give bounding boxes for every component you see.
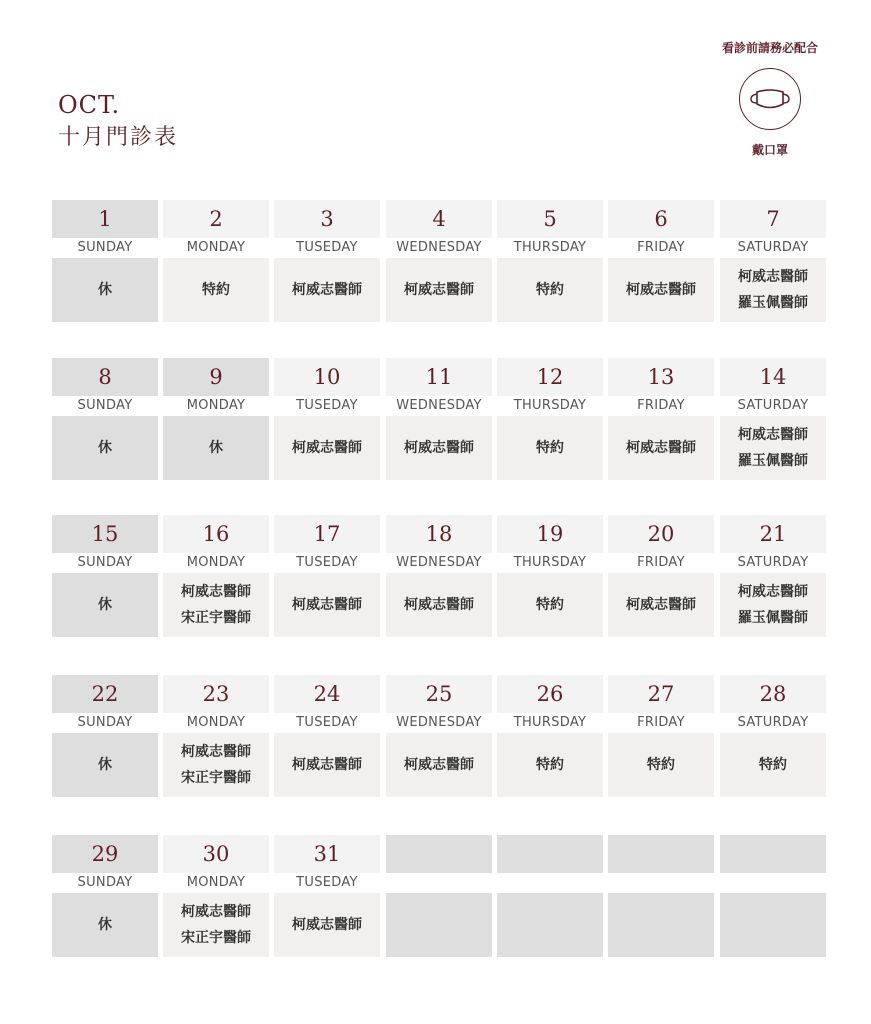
- doctor-schedule: [497, 258, 603, 322]
- day-cell: [274, 358, 380, 480]
- doctor-schedule: [163, 893, 269, 957]
- day-number: 6: [608, 200, 714, 238]
- day-cell: [720, 515, 826, 637]
- doctor-schedule: [163, 573, 269, 637]
- day-of-week: MONDAY: [186, 555, 246, 570]
- doctor-schedule: [274, 893, 380, 957]
- doctor-schedule: [720, 258, 826, 322]
- day-of-week: TUSEDAY: [296, 398, 358, 413]
- day-cell: [386, 515, 492, 637]
- day-cell: [608, 515, 714, 637]
- doctor-schedule: [52, 416, 158, 480]
- day-of-week: MONDAY: [186, 240, 246, 255]
- doctor-schedule: [497, 893, 603, 957]
- mask-notice: [700, 40, 840, 158]
- day-of-week: SATURDAY: [737, 240, 809, 255]
- empty-day-cell: [720, 835, 826, 957]
- doctor-schedule: [163, 733, 269, 797]
- schedule-line: 柯威志醫師: [181, 904, 251, 920]
- day-of-week: SUNDAY: [77, 715, 133, 730]
- day-number: 26: [497, 675, 603, 713]
- day-number: 28: [720, 675, 826, 713]
- doctor-schedule: [497, 733, 603, 797]
- day-number: [608, 835, 714, 873]
- day-of-week: TUSEDAY: [296, 240, 358, 255]
- day-of-week: SATURDAY: [737, 555, 809, 570]
- day-of-week: [386, 873, 492, 893]
- schedule-line: 柯威志醫師: [292, 757, 362, 773]
- schedule-line: 柯威志醫師: [738, 269, 808, 285]
- schedule-line: 特約: [536, 440, 564, 456]
- day-number: 29: [52, 835, 158, 873]
- day-number: 20: [608, 515, 714, 553]
- day-of-week: WEDNESDAY: [396, 555, 482, 570]
- schedule-line: 休: [98, 597, 112, 613]
- schedule-line: 休: [98, 440, 112, 456]
- schedule-line: 柯威志醫師: [181, 584, 251, 600]
- day-number: 27: [608, 675, 714, 713]
- schedule-line: 特約: [759, 757, 787, 773]
- day-of-week: WEDNESDAY: [396, 240, 482, 255]
- schedule-line: 柯威志醫師: [181, 744, 251, 760]
- doctor-schedule: [163, 258, 269, 322]
- schedule-line: 宋正宇醫師: [181, 770, 251, 786]
- schedule-line: 羅玉佩醫師: [738, 610, 808, 626]
- day-number: 16: [163, 515, 269, 553]
- day-cell: [52, 515, 158, 637]
- day-of-week: [497, 873, 603, 893]
- title-month-en: OCT.: [58, 91, 121, 119]
- day-number: 25: [386, 675, 492, 713]
- day-number: 12: [497, 358, 603, 396]
- doctor-schedule: [608, 733, 714, 797]
- day-cell: [52, 358, 158, 480]
- doctor-schedule: [52, 258, 158, 322]
- doctor-schedule: [608, 573, 714, 637]
- day-number: 1: [52, 200, 158, 238]
- doctor-schedule: [274, 733, 380, 797]
- day-cell: [497, 200, 603, 322]
- day-of-week: SATURDAY: [737, 398, 809, 413]
- doctor-schedule: [386, 416, 492, 480]
- day-number: 14: [720, 358, 826, 396]
- day-number: 21: [720, 515, 826, 553]
- day-of-week: SUNDAY: [77, 240, 133, 255]
- schedule-line: 柯威志醫師: [292, 917, 362, 933]
- day-of-week: MONDAY: [186, 875, 246, 890]
- day-cell: [608, 200, 714, 322]
- day-number: 8: [52, 358, 158, 396]
- schedule-line: 柯威志醫師: [626, 282, 696, 298]
- day-cell: [274, 200, 380, 322]
- doctor-schedule: [386, 258, 492, 322]
- day-cell: [52, 200, 158, 322]
- doctor-schedule: [163, 416, 269, 480]
- day-of-week: FRIDAY: [637, 398, 685, 413]
- schedule-line: 特約: [647, 757, 675, 773]
- day-cell: [163, 200, 269, 322]
- doctor-schedule: [608, 416, 714, 480]
- doctor-schedule: [386, 733, 492, 797]
- doctor-schedule: [720, 416, 826, 480]
- schedule-line: 特約: [536, 597, 564, 613]
- day-number: 30: [163, 835, 269, 873]
- doctor-schedule: [52, 573, 158, 637]
- day-cell: [386, 675, 492, 797]
- schedule-line: 柯威志醫師: [292, 282, 362, 298]
- schedule-line: 柯威志醫師: [738, 427, 808, 443]
- day-cell: [386, 358, 492, 480]
- doctor-schedule: [386, 893, 492, 957]
- day-of-week: TUSEDAY: [296, 555, 358, 570]
- day-of-week: THURSDAY: [513, 555, 587, 570]
- day-number: 13: [608, 358, 714, 396]
- day-of-week: SUNDAY: [77, 555, 133, 570]
- day-of-week: TUSEDAY: [296, 875, 358, 890]
- schedule-line: 柯威志醫師: [404, 757, 474, 773]
- schedule-line: 柯威志醫師: [626, 440, 696, 456]
- day-of-week: SATURDAY: [737, 715, 809, 730]
- day-number: 24: [274, 675, 380, 713]
- title-schedule-zh: 十月門診表: [58, 125, 179, 150]
- doctor-schedule: [720, 573, 826, 637]
- doctor-schedule: [720, 893, 826, 957]
- day-cell: [163, 358, 269, 480]
- day-of-week: FRIDAY: [637, 715, 685, 730]
- day-number: 17: [274, 515, 380, 553]
- day-of-week: FRIDAY: [637, 240, 685, 255]
- day-number: 11: [386, 358, 492, 396]
- doctor-schedule: [608, 893, 714, 957]
- doctor-schedule: [608, 258, 714, 322]
- day-of-week: MONDAY: [186, 715, 246, 730]
- day-number: 2: [163, 200, 269, 238]
- schedule-line: 柯威志醫師: [292, 597, 362, 613]
- face-mask-icon: [739, 68, 801, 130]
- doctor-schedule: [274, 416, 380, 480]
- day-cell: [720, 358, 826, 480]
- day-of-week: [608, 873, 714, 893]
- day-number: 9: [163, 358, 269, 396]
- day-cell: [52, 675, 158, 797]
- day-cell: [497, 515, 603, 637]
- day-cell: [497, 675, 603, 797]
- empty-day-cell: [497, 835, 603, 957]
- doctor-schedule: [274, 573, 380, 637]
- doctor-schedule: [497, 416, 603, 480]
- day-of-week: TUSEDAY: [296, 715, 358, 730]
- day-number: 15: [52, 515, 158, 553]
- day-cell: [608, 675, 714, 797]
- notice-top-text: 看診前請務必配合: [721, 41, 818, 55]
- schedule-line: 柯威志醫師: [626, 597, 696, 613]
- schedule-line: 宋正宇醫師: [181, 610, 251, 626]
- day-number: 19: [497, 515, 603, 553]
- doctor-schedule: [52, 733, 158, 797]
- page-title: [58, 90, 178, 154]
- schedule-line: 休: [98, 757, 112, 773]
- day-number: 31: [274, 835, 380, 873]
- schedule-line: 羅玉佩醫師: [738, 453, 808, 469]
- day-cell: [386, 200, 492, 322]
- day-cell: [163, 515, 269, 637]
- day-number: 18: [386, 515, 492, 553]
- schedule-line: 柯威志醫師: [404, 440, 474, 456]
- day-cell: [497, 358, 603, 480]
- day-of-week: FRIDAY: [637, 555, 685, 570]
- schedule-line: 特約: [536, 282, 564, 298]
- day-of-week: [720, 873, 826, 893]
- day-cell: [608, 358, 714, 480]
- schedule-line: 柯威志醫師: [738, 584, 808, 600]
- day-cell: [52, 835, 158, 957]
- doctor-schedule: [386, 573, 492, 637]
- day-number: [386, 835, 492, 873]
- empty-day-cell: [608, 835, 714, 957]
- day-of-week: SUNDAY: [77, 398, 133, 413]
- day-number: 22: [52, 675, 158, 713]
- empty-day-cell: [386, 835, 492, 957]
- day-cell: [274, 515, 380, 637]
- day-number: 5: [497, 200, 603, 238]
- day-number: [720, 835, 826, 873]
- day-number: 3: [274, 200, 380, 238]
- day-cell: [720, 675, 826, 797]
- day-of-week: WEDNESDAY: [396, 715, 482, 730]
- day-of-week: SUNDAY: [77, 875, 133, 890]
- day-cell: [274, 835, 380, 957]
- schedule-line: 特約: [536, 757, 564, 773]
- day-number: [497, 835, 603, 873]
- day-number: 4: [386, 200, 492, 238]
- day-number: 10: [274, 358, 380, 396]
- doctor-schedule: [274, 258, 380, 322]
- schedule-line: 休: [98, 282, 112, 298]
- schedule-line: 柯威志醫師: [292, 440, 362, 456]
- day-number: 23: [163, 675, 269, 713]
- schedule-line: 柯威志醫師: [404, 282, 474, 298]
- schedule-line: 休: [98, 917, 112, 933]
- schedule-line: 特約: [202, 282, 230, 298]
- notice-bottom-text: 戴口罩: [751, 143, 788, 157]
- day-of-week: WEDNESDAY: [396, 398, 482, 413]
- day-number: 7: [720, 200, 826, 238]
- day-of-week: MONDAY: [186, 398, 246, 413]
- day-cell: [163, 835, 269, 957]
- day-of-week: THURSDAY: [513, 715, 587, 730]
- schedule-line: 羅玉佩醫師: [738, 295, 808, 311]
- day-cell: [720, 200, 826, 322]
- doctor-schedule: [497, 573, 603, 637]
- doctor-schedule: [52, 893, 158, 957]
- day-of-week: THURSDAY: [513, 398, 587, 413]
- schedule-line: 宋正宇醫師: [181, 930, 251, 946]
- schedule-line: 柯威志醫師: [404, 597, 474, 613]
- schedule-line: 休: [209, 440, 223, 456]
- day-of-week: THURSDAY: [513, 240, 587, 255]
- day-cell: [274, 675, 380, 797]
- day-cell: [163, 675, 269, 797]
- doctor-schedule: [720, 733, 826, 797]
